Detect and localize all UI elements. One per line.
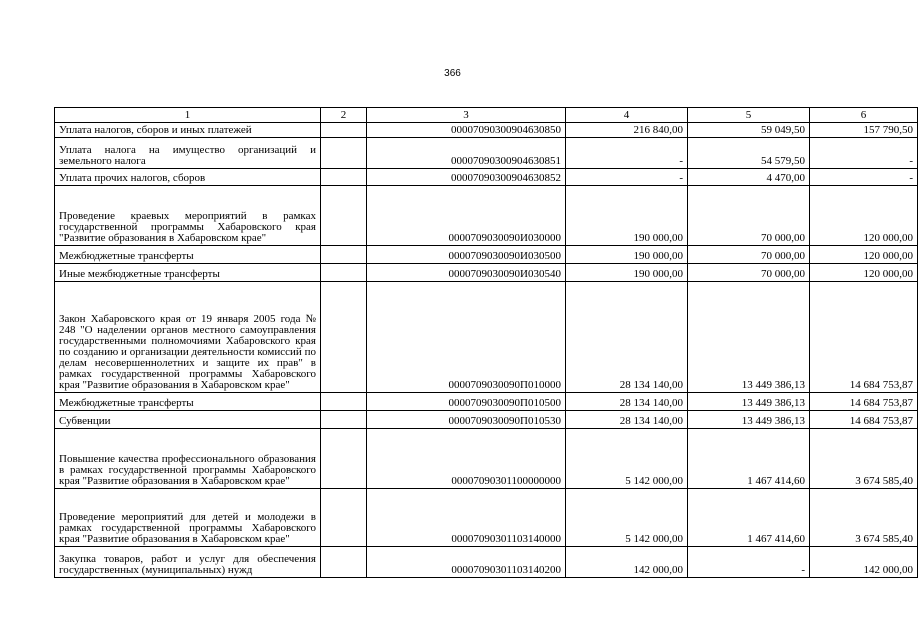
row-value-5: 70 000,00 [688, 264, 810, 282]
table-row [55, 186, 918, 246]
budget-table [54, 107, 918, 578]
row-code: 00007090300904630850 [367, 123, 566, 138]
page-number: 366 [444, 68, 461, 79]
row-name: Закон Хабаровского края от 19 января 2005 года № 248 "О наделении органов местного самоуправления государственными полномочиями Хабаровского края по созданию и организации деятельности комиссий по делам несовершеннолетних и защите их прав" в рамках государственной программы Хабаровского края "Развитие образования в Хабаровском крае" [55, 282, 321, 393]
row-value-5: 13 449 386,13 [688, 393, 810, 411]
row-code: 0000709030090П010500 [367, 393, 566, 411]
row-value-5: 54 579,50 [688, 138, 810, 169]
row-col2 [321, 393, 367, 411]
row-value-6: 142 000,00 [810, 547, 918, 578]
row-code: 0000709030090И030540 [367, 264, 566, 282]
row-col2 [321, 547, 367, 578]
row-value-5: - [688, 547, 810, 578]
row-col2 [321, 246, 367, 264]
row-value-4: 190 000,00 [566, 246, 688, 264]
column-header: 5 [688, 108, 810, 123]
row-value-5: 13 449 386,13 [688, 282, 810, 393]
table-row [55, 429, 918, 489]
column-header: 6 [810, 108, 918, 123]
row-code: 00007090300904630851 [367, 138, 566, 169]
row-col2 [321, 411, 367, 429]
column-header: 1 [55, 108, 321, 123]
table-row [55, 138, 918, 169]
row-value-5: 1 467 414,60 [688, 429, 810, 489]
table-row [55, 411, 918, 429]
table-row [55, 246, 918, 264]
row-col2 [321, 169, 367, 186]
table-row [55, 169, 918, 186]
row-name: Субвенции [55, 411, 321, 429]
row-col2 [321, 282, 367, 393]
row-value-4: 28 134 140,00 [566, 282, 688, 393]
table-header-row [55, 108, 918, 123]
row-value-4: 5 142 000,00 [566, 429, 688, 489]
row-code: 0000709030090П010530 [367, 411, 566, 429]
row-name: Уплата прочих налогов, сборов [55, 169, 321, 186]
row-col2 [321, 489, 367, 547]
row-name: Иные межбюджетные трансферты [55, 264, 321, 282]
table-row [55, 393, 918, 411]
row-value-4: 190 000,00 [566, 186, 688, 246]
row-value-4: 142 000,00 [566, 547, 688, 578]
table-row [55, 547, 918, 578]
row-value-6: - [810, 169, 918, 186]
row-name: Повышение качества профессионального образования в рамках государственной программы Хабаровского края "Развитие образования в Хабаровском крае" [55, 429, 321, 489]
row-code: 00007090301100000000 [367, 429, 566, 489]
row-col2 [321, 138, 367, 169]
column-header: 3 [367, 108, 566, 123]
row-name: Уплата налога на имущество организаций и земельного налога [55, 138, 321, 169]
row-value-5: 1 467 414,60 [688, 489, 810, 547]
row-name: Уплата налогов, сборов и иных платежей [55, 123, 321, 138]
row-col2 [321, 264, 367, 282]
row-value-4: - [566, 169, 688, 186]
row-name: Проведение краевых мероприятий в рамках государственной программы Хабаровского края "Развитие образования в Хабаровском крае" [55, 186, 321, 246]
row-value-5: 70 000,00 [688, 186, 810, 246]
column-header: 2 [321, 108, 367, 123]
row-value-4: 28 134 140,00 [566, 411, 688, 429]
row-code: 0000709030090И030000 [367, 186, 566, 246]
row-code: 0000709030090И030500 [367, 246, 566, 264]
row-value-6: 14 684 753,87 [810, 282, 918, 393]
row-value-6: 120 000,00 [810, 186, 918, 246]
row-value-6: 14 684 753,87 [810, 393, 918, 411]
row-name: Проведение мероприятий для детей и молодежи в рамках государственной программы Хабаровского края "Развитие образования в Хабаровском крае" [55, 489, 321, 547]
row-value-4: - [566, 138, 688, 169]
row-col2 [321, 123, 367, 138]
row-value-6: 3 674 585,40 [810, 429, 918, 489]
row-value-6: 14 684 753,87 [810, 411, 918, 429]
row-col2 [321, 429, 367, 489]
row-name: Закупка товаров, работ и услуг для обеспечения государственных (муниципальных) нужд [55, 547, 321, 578]
row-code: 00007090301103140200 [367, 547, 566, 578]
row-value-5: 59 049,50 [688, 123, 810, 138]
row-value-4: 190 000,00 [566, 264, 688, 282]
table-row [55, 123, 918, 138]
table-row [55, 264, 918, 282]
row-value-6: 120 000,00 [810, 264, 918, 282]
row-value-6: 3 674 585,40 [810, 489, 918, 547]
table-row [55, 282, 918, 393]
column-header: 4 [566, 108, 688, 123]
row-code: 00007090300904630852 [367, 169, 566, 186]
row-value-4: 5 142 000,00 [566, 489, 688, 547]
row-value-5: 13 449 386,13 [688, 411, 810, 429]
row-value-6: - [810, 138, 918, 169]
table-row [55, 489, 918, 547]
row-code: 00007090301103140000 [367, 489, 566, 547]
row-code: 0000709030090П010000 [367, 282, 566, 393]
row-value-6: 120 000,00 [810, 246, 918, 264]
row-value-4: 216 840,00 [566, 123, 688, 138]
row-value-5: 4 470,00 [688, 169, 810, 186]
row-value-4: 28 134 140,00 [566, 393, 688, 411]
row-value-5: 70 000,00 [688, 246, 810, 264]
row-col2 [321, 186, 367, 246]
row-value-6: 157 790,50 [810, 123, 918, 138]
row-name: Межбюджетные трансферты [55, 246, 321, 264]
row-name: Межбюджетные трансферты [55, 393, 321, 411]
